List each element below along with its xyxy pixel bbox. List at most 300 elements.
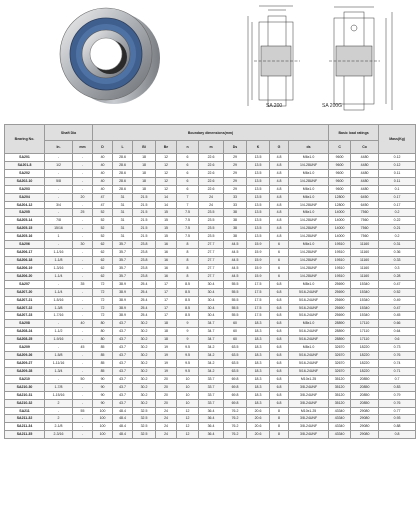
table-cell: 32.5	[133, 431, 156, 439]
table-cell: 32.5	[133, 423, 156, 431]
table-row	[5, 154, 416, 162]
table-cell: 6	[177, 169, 199, 177]
bearing-model-cell: SA210-30	[5, 383, 45, 391]
table-row	[5, 169, 416, 177]
table-row	[5, 272, 416, 280]
table-cell: 25	[73, 209, 93, 217]
table-cell: 30.2	[133, 320, 156, 328]
table-cell: M6x1.0	[289, 193, 329, 201]
table-cell: 0.22	[379, 217, 416, 225]
table-cell: 22.6	[199, 161, 224, 169]
table-cell: 6	[270, 264, 289, 272]
table-cell: 10	[177, 375, 199, 383]
table-row	[5, 296, 416, 304]
drawing-caption-sa200g: SA 200G	[322, 103, 343, 109]
table-cell: 12	[156, 154, 177, 162]
table-cell: 62	[93, 256, 113, 264]
table-cell: 76.2	[224, 431, 247, 439]
table-cell: 4.8	[270, 177, 289, 185]
table-cell: 19510	[329, 264, 351, 272]
table-cell: -	[73, 161, 93, 169]
bearing-model-cell: SA210	[5, 375, 45, 383]
table-cell: 2-3/16	[45, 431, 73, 439]
table-cell: 35.7	[113, 256, 133, 264]
table-cell: 16	[156, 256, 177, 264]
table-cell: 30.4	[199, 288, 224, 296]
table-cell: 48.4	[113, 415, 133, 423]
table-cell: 35.7	[113, 249, 133, 257]
table-cell: 43.7	[113, 352, 133, 360]
table-cell: 34.7	[199, 328, 224, 336]
table-cell: 20.6	[247, 407, 270, 415]
table-cell: 6.8	[270, 336, 289, 344]
table-cell: 0.21	[379, 225, 416, 233]
table-cell: 62	[93, 241, 113, 249]
table-body	[5, 154, 416, 439]
header-boundary-dimensions: Boundary dimensions(mm)	[93, 125, 329, 141]
table-cell: 85	[93, 352, 113, 360]
table-cell: 21.5	[133, 217, 156, 225]
table-cell: 33	[224, 201, 247, 209]
table-cell: 6.8	[270, 367, 289, 375]
table-cell: M8x1.0	[289, 320, 329, 328]
table-row	[5, 375, 416, 383]
table-cell: 30.4	[199, 312, 224, 320]
table-cell: 0.66	[379, 320, 416, 328]
table-cell: 0.1	[379, 185, 416, 193]
sub-header-cell: n	[177, 141, 199, 154]
table-cell: 5/16-24UNF	[289, 328, 329, 336]
table-cell: 13.5	[247, 225, 270, 233]
table-row	[5, 280, 416, 288]
table-cell: 15.9	[247, 272, 270, 280]
table-cell: 18.3	[247, 367, 270, 375]
table-cell: 17	[156, 312, 177, 320]
table-cell: 1/4-28UNF	[289, 161, 329, 169]
table-cell: 1-1/2	[45, 328, 73, 336]
table-cell: 1-5/16	[45, 296, 73, 304]
table-cell: 4.8	[270, 233, 289, 241]
table-cell: 8.5	[177, 288, 199, 296]
table-cell: 28890	[329, 328, 351, 336]
table-cell: 55.5	[224, 288, 247, 296]
table-cell: 18220	[351, 344, 379, 352]
table-cell: 1/2	[45, 161, 73, 169]
sub-header-cell: ds	[289, 141, 329, 154]
table-cell: 32670	[329, 359, 351, 367]
bearing-model-cell: SA206-19	[5, 264, 45, 272]
sub-header-cell: Ds	[224, 141, 247, 154]
table-cell: 16	[156, 249, 177, 257]
table-cell: 1-3/8	[45, 304, 73, 312]
table-cell: 9.5	[177, 367, 199, 375]
table-cell: -	[73, 272, 93, 280]
table-cell: 19510	[329, 249, 351, 257]
table-cell: 36.4	[199, 415, 224, 423]
table-cell: -	[73, 249, 93, 257]
table-cell: 4.8	[270, 154, 289, 162]
table-row	[5, 407, 416, 415]
table-cell: 43.7	[113, 367, 133, 375]
table-cell: 22.6	[199, 185, 224, 193]
bearing-model-cell: SA211-34	[5, 423, 45, 431]
table-cell: 1-15/16	[45, 391, 73, 399]
table-cell: 22.6	[199, 169, 224, 177]
table-cell: 17	[156, 288, 177, 296]
table-cell: 10	[177, 383, 199, 391]
bearing-model-cell: SA206-18	[5, 256, 45, 264]
table-cell: 25.4	[133, 312, 156, 320]
table-cell: 7560	[351, 217, 379, 225]
table-cell: 62	[93, 264, 113, 272]
table-cell: 12	[156, 169, 177, 177]
table-cell: -	[73, 264, 93, 272]
table-cell: 1/4-28UNF	[289, 177, 329, 185]
table-cell: 16	[156, 272, 177, 280]
table-cell: 72	[93, 312, 113, 320]
table-cell: 27.7	[199, 241, 224, 249]
table-cell: 55.5	[224, 280, 247, 288]
table-cell: 34.2	[199, 359, 224, 367]
table-cell: 8	[270, 431, 289, 439]
table-cell: 19	[156, 359, 177, 367]
table-cell: 90	[93, 383, 113, 391]
table-cell: 11160	[351, 272, 379, 280]
table-cell: 38.9	[113, 288, 133, 296]
sub-header-cell: D	[93, 141, 113, 154]
table-cell: 16	[156, 241, 177, 249]
table-cell: 43.7	[113, 344, 133, 352]
table-cell: 8.5	[177, 312, 199, 320]
table-cell: 34.2	[199, 367, 224, 375]
table-cell: 9600	[329, 169, 351, 177]
table-cell: 4.8	[270, 201, 289, 209]
table-cell: 0.49	[379, 296, 416, 304]
table-cell: 15340	[351, 280, 379, 288]
table-cell: 4.8	[270, 193, 289, 201]
table-cell: 21.5	[133, 193, 156, 201]
table-row	[5, 217, 416, 225]
table-cell: 6.8	[270, 288, 289, 296]
table-cell: 20	[156, 391, 177, 399]
table-cell: 28.6	[113, 169, 133, 177]
table-cell: 9600	[329, 177, 351, 185]
table-cell: 23.8	[133, 272, 156, 280]
table-cell: 30.2	[133, 344, 156, 352]
table-cell: 1/4-28UNF	[289, 249, 329, 257]
table-cell: 27.7	[199, 264, 224, 272]
table-cell: 44.5	[224, 272, 247, 280]
table-cell: 32.5	[133, 415, 156, 423]
table-cell: 6	[177, 185, 199, 193]
table-cell: 12	[156, 161, 177, 169]
table-cell: 0.47	[379, 304, 416, 312]
table-cell: 38	[224, 217, 247, 225]
table-cell: 6.8	[270, 312, 289, 320]
table-cell: 23.5	[199, 209, 224, 217]
table-cell: 1-11/16	[45, 359, 73, 367]
table-cell: 20850	[351, 383, 379, 391]
table-cell: 14000	[329, 217, 351, 225]
table-cell: 40	[93, 177, 113, 185]
sub-header-cell: Be	[156, 141, 177, 154]
bearing-model-cell: SA207-21	[5, 296, 45, 304]
table-cell: 6.8	[270, 296, 289, 304]
table-cell: 13.5	[247, 217, 270, 225]
table-row	[5, 225, 416, 233]
table-cell: 17	[156, 280, 177, 288]
table-cell: 12	[156, 177, 177, 185]
table-cell: 19	[156, 367, 177, 375]
table-row	[5, 352, 416, 360]
table-cell: 48.4	[113, 423, 133, 431]
table-cell: 25690	[329, 304, 351, 312]
table-cell: 13.5	[247, 193, 270, 201]
sub-header-cell: Bi	[133, 141, 156, 154]
bearing-model-cell: SA203	[5, 185, 45, 193]
table-cell: 24	[199, 201, 224, 209]
table-cell: 60	[224, 320, 247, 328]
table-cell: 23.5	[199, 217, 224, 225]
table-cell: 17.5	[247, 312, 270, 320]
table-cell: 12	[177, 407, 199, 415]
bearing-model-cell: SA205-14	[5, 217, 45, 225]
table-cell: -	[73, 225, 93, 233]
table-cell: 7/8	[45, 217, 73, 225]
table-cell: 35.7	[113, 241, 133, 249]
table-cell: 43.7	[113, 328, 133, 336]
table-cell: 15	[156, 233, 177, 241]
table-cell: 21.5	[133, 201, 156, 209]
bearing-model-cell: SA209-26	[5, 352, 45, 360]
table-cell: 10	[177, 399, 199, 407]
table-cell: 1/4-28UNF	[289, 264, 329, 272]
table-cell: 20.6	[247, 431, 270, 439]
table-cell: 72	[93, 280, 113, 288]
table-cell: 12800	[329, 193, 351, 201]
table-cell: 85	[93, 359, 113, 367]
table-cell: 0.17	[379, 193, 416, 201]
table-cell: 43.7	[113, 399, 133, 407]
table-cell: 1/4-28UNF	[289, 256, 329, 264]
table-cell: 4.8	[270, 169, 289, 177]
table-cell: 63.5	[224, 352, 247, 360]
bearing-model-cell: SA204-12	[5, 201, 45, 209]
table-cell: 32670	[329, 352, 351, 360]
table-row	[5, 256, 416, 264]
table-cell: 14000	[329, 209, 351, 217]
table-cell: 20.6	[247, 415, 270, 423]
table-cell: 38.9	[113, 296, 133, 304]
table-cell: -	[45, 154, 73, 162]
table-cell: 43340	[329, 407, 351, 415]
table-cell: -	[73, 359, 93, 367]
bearing-model-cell: SA209	[5, 344, 45, 352]
table-cell: 1-3/4	[45, 367, 73, 375]
table-cell: -	[73, 383, 93, 391]
table-cell: 18	[156, 328, 177, 336]
table-cell: 43.7	[113, 391, 133, 399]
table-cell: 7	[177, 193, 199, 201]
table-cell: 18.3	[247, 344, 270, 352]
table-cell: 33	[224, 193, 247, 201]
table-cell: 1/4-28UNF	[289, 201, 329, 209]
table-cell: 62	[93, 249, 113, 257]
table-cell: 43340	[329, 423, 351, 431]
table-cell: 0.76	[379, 352, 416, 360]
table-cell: M6x1.0	[289, 169, 329, 177]
table-row	[5, 193, 416, 201]
table-cell: 13.5	[247, 185, 270, 193]
table-cell: 33.7	[199, 375, 224, 383]
table-cell: 1-5/8	[45, 352, 73, 360]
table-cell: 19510	[329, 241, 351, 249]
table-cell: 10	[177, 391, 199, 399]
table-cell: 28.6	[113, 177, 133, 185]
header-bearing-no: Bearing No.	[5, 125, 45, 154]
table-cell: 2-1/8	[45, 423, 73, 431]
table-row	[5, 264, 416, 272]
table-cell: 19510	[329, 272, 351, 280]
table-cell: -	[73, 367, 93, 375]
table-cell: 12	[177, 415, 199, 423]
table-cell: 33.7	[199, 391, 224, 399]
table-row	[5, 383, 416, 391]
table-row	[5, 161, 416, 169]
bearing-model-cell: SA205-16	[5, 233, 45, 241]
table-cell: 76.2	[224, 423, 247, 431]
table-cell: -	[73, 288, 93, 296]
table-cell: 0.79	[379, 391, 416, 399]
table-cell: 17.5	[247, 280, 270, 288]
table-cell: 9.5	[177, 344, 199, 352]
bearing-model-cell: SA208-25	[5, 336, 45, 344]
table-cell: 12	[177, 431, 199, 439]
table-cell: 24	[199, 193, 224, 201]
table-cell: 0.6	[379, 336, 416, 344]
table-cell: 69.8	[224, 399, 247, 407]
table-cell: 12	[156, 185, 177, 193]
table-cell: 0.52	[379, 288, 416, 296]
table-cell: 0.2	[379, 209, 416, 217]
table-cell: 29	[224, 177, 247, 185]
table-cell: 0.17	[379, 201, 416, 209]
sub-header-cell: In.	[45, 141, 73, 154]
table-cell: -	[45, 407, 73, 415]
table-cell: 35.7	[113, 264, 133, 272]
table-cell: 7560	[351, 225, 379, 233]
table-cell: 33.7	[199, 383, 224, 391]
table-cell: -	[73, 233, 93, 241]
table-cell: 25690	[329, 296, 351, 304]
table-cell: 0.47	[379, 280, 416, 288]
table-cell: 9600	[329, 154, 351, 162]
table-cell: 6.8	[270, 383, 289, 391]
table-cell: 0.45	[379, 312, 416, 320]
table-cell: 28.6	[113, 161, 133, 169]
table-cell: 14000	[329, 225, 351, 233]
table-cell: 18220	[351, 352, 379, 360]
table-cell: 55.5	[224, 312, 247, 320]
table-cell: 15/16	[45, 225, 73, 233]
table-cell: 29	[224, 154, 247, 162]
table-row	[5, 391, 416, 399]
table-cell: 15.9	[247, 241, 270, 249]
table-cell: M6x1.0	[289, 241, 329, 249]
bearing-model-cell: SA208-24	[5, 328, 45, 336]
table-cell: 29	[224, 169, 247, 177]
table-cell: 38	[224, 233, 247, 241]
table-cell: 6.8	[270, 280, 289, 288]
table-cell: 18	[133, 154, 156, 162]
table-cell: 6.8	[270, 328, 289, 336]
table-cell: 18	[133, 177, 156, 185]
table-cell: -	[73, 177, 93, 185]
table-cell: 1/4-28UNF	[289, 233, 329, 241]
table-row	[5, 423, 416, 431]
table-cell: 20.6	[247, 423, 270, 431]
table-cell: 6	[177, 177, 199, 185]
table-cell: 1-1/16	[45, 249, 73, 257]
table-cell: 8	[177, 256, 199, 264]
table-cell: 18.3	[247, 383, 270, 391]
table-cell: 0.36	[379, 249, 416, 257]
table-cell: 23.8	[133, 241, 156, 249]
table-cell: 43.7	[113, 383, 133, 391]
table-cell: 0.7	[379, 375, 416, 383]
table-row	[5, 201, 416, 209]
table-cell: 5/16-24UNF	[289, 304, 329, 312]
table-cell: 80	[93, 336, 113, 344]
table-cell: 38.9	[113, 312, 133, 320]
table-cell: 12800	[329, 201, 351, 209]
table-cell: 72	[93, 296, 113, 304]
table-cell: 9.5	[177, 352, 199, 360]
table-cell: 63.5	[224, 367, 247, 375]
table-cell: 6	[177, 161, 199, 169]
table-cell: 14	[156, 193, 177, 201]
table-cell: 80	[93, 328, 113, 336]
table-cell: -	[45, 241, 73, 249]
table-cell: 69.8	[224, 383, 247, 391]
table-cell: -	[73, 169, 93, 177]
table-cell: 7.5	[177, 217, 199, 225]
table-cell: 85	[93, 367, 113, 375]
table-cell: 2	[45, 399, 73, 407]
table-cell: 32670	[329, 367, 351, 375]
table-cell: 43.7	[113, 375, 133, 383]
table-cell: 11160	[351, 241, 379, 249]
table-cell: -	[73, 296, 93, 304]
table-cell: 13.5	[247, 209, 270, 217]
table-cell: -	[45, 344, 73, 352]
table-cell: 30.2	[133, 375, 156, 383]
table-row	[5, 312, 416, 320]
table-cell: 35120	[329, 375, 351, 383]
table-cell: 18.3	[247, 352, 270, 360]
table-cell: 100	[93, 407, 113, 415]
table-cell: 6.8	[270, 399, 289, 407]
table-cell: 18220	[351, 367, 379, 375]
table-cell: 20	[156, 375, 177, 383]
table-cell: 63.5	[224, 344, 247, 352]
table-cell: -	[73, 201, 93, 209]
table-cell: 55.5	[224, 304, 247, 312]
table-cell: 40	[93, 161, 113, 169]
table-cell: 18.3	[247, 359, 270, 367]
table-cell: 30.2	[133, 336, 156, 344]
table-cell: -	[45, 169, 73, 177]
